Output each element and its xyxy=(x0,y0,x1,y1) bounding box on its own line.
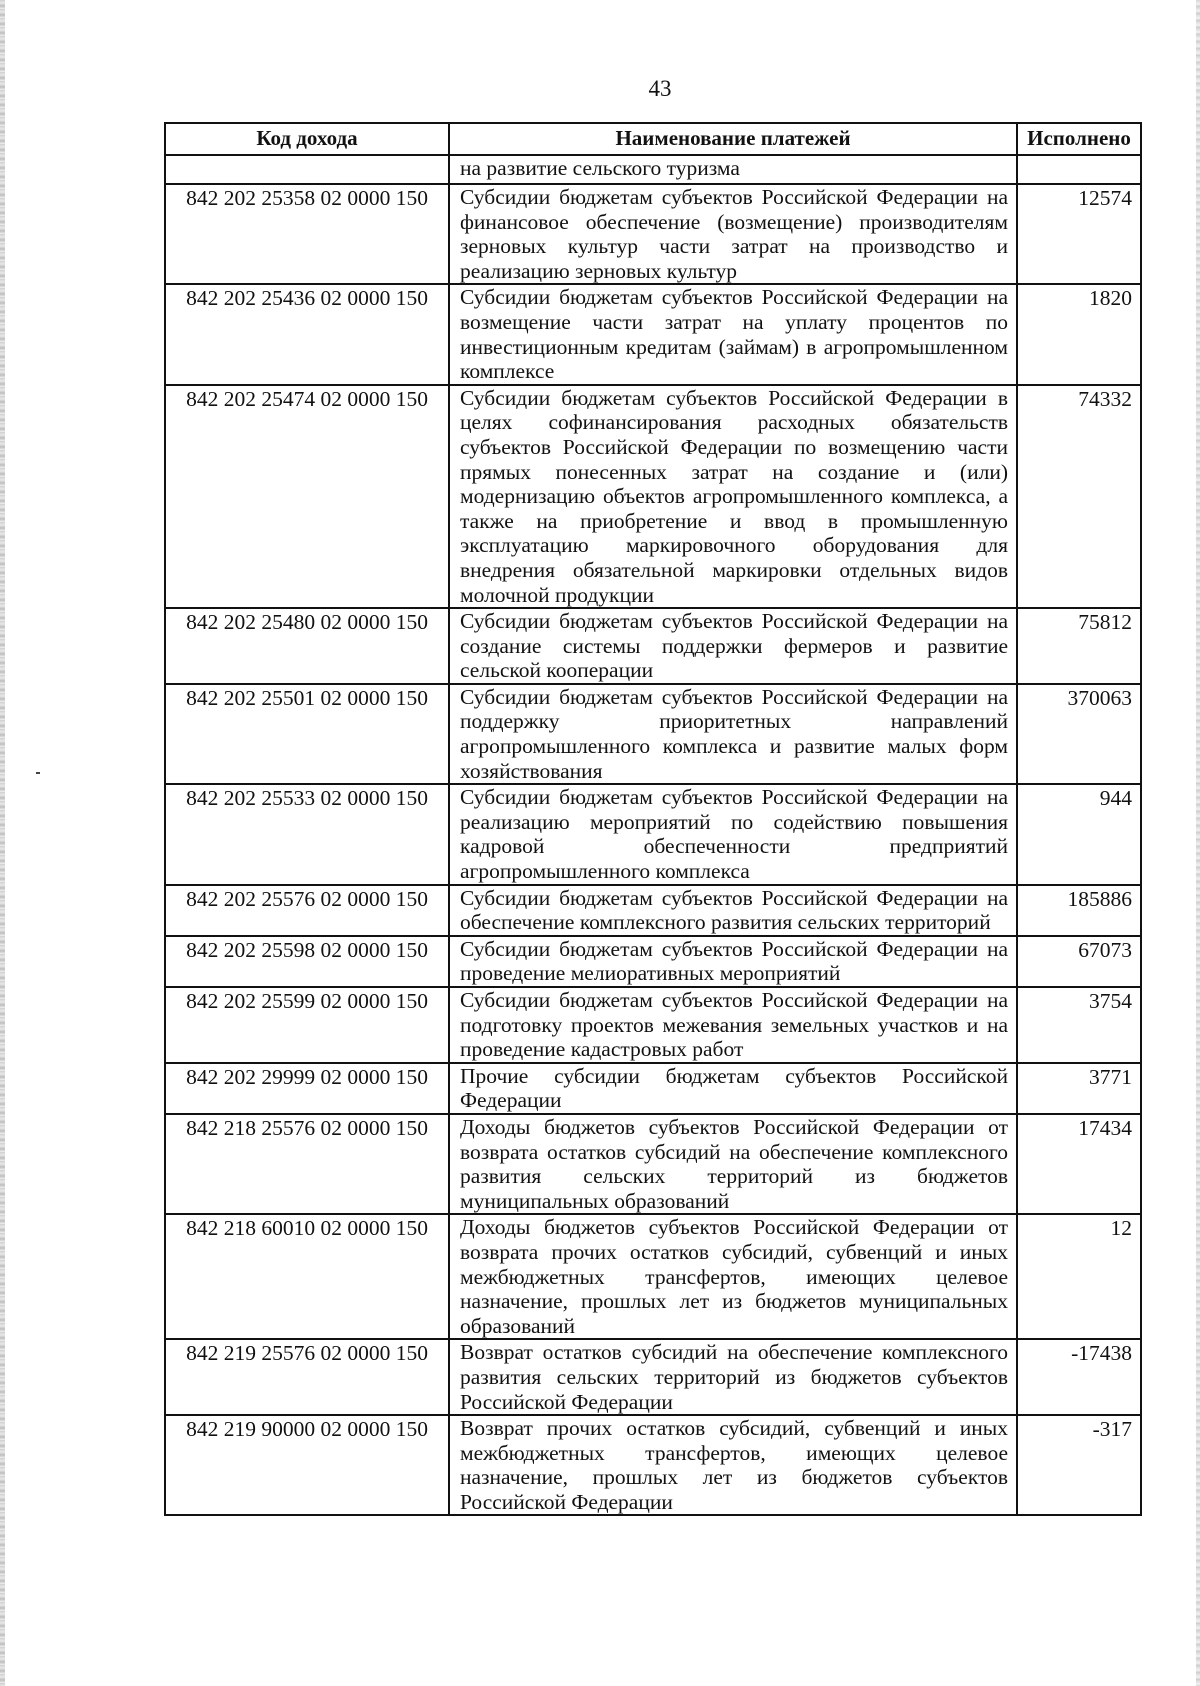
row-code: 842 218 25576 02 0000 150 xyxy=(165,1114,449,1214)
row-amount: 370063 xyxy=(1017,684,1141,784)
row-code: 842 202 25436 02 0000 150 xyxy=(165,284,449,384)
row-name: Доходы бюджетов субъектов Российской Федерации от возврата остатков субсидий на обеспечение комплексного развития сельских территорий из бюджетов муниципальных образований xyxy=(449,1114,1017,1214)
row-name: Доходы бюджетов субъектов Российской Федерации от возврата прочих остатков субсидий, субвенций и иных межбюджетных трансфертов, имеющих целевое назначение, прошлых лет из бюджетов муниципальных образований xyxy=(449,1214,1017,1339)
row-code: 842 202 25501 02 0000 150 xyxy=(165,684,449,784)
row-code: 842 219 90000 02 0000 150 xyxy=(165,1415,449,1515)
table-row xyxy=(165,608,1141,684)
row-amount: 74332 xyxy=(1017,385,1141,608)
row-code: 842 202 25533 02 0000 150 xyxy=(165,784,449,884)
row-name: Субсидии бюджетам субъектов Российской Федерации на реализацию мероприятий по содействию повышения кадровой обеспеченности предприятий агропромышленного комплекса xyxy=(449,784,1017,884)
table-row xyxy=(165,1214,1141,1339)
row-name: Субсидии бюджетам субъектов Российской Федерации на обеспечение комплексного развития сельских территорий xyxy=(449,885,1017,936)
revenue-table xyxy=(164,122,1142,1516)
row-amount: 12 xyxy=(1017,1214,1141,1339)
row-amount: 3771 xyxy=(1017,1063,1141,1114)
table-row xyxy=(165,284,1141,384)
table-row xyxy=(165,684,1141,784)
table-row xyxy=(165,385,1141,608)
table-header-row xyxy=(165,123,1141,155)
scan-right-edge xyxy=(1196,0,1200,1686)
table-row xyxy=(165,155,1141,184)
row-code: 842 219 25576 02 0000 150 xyxy=(165,1339,449,1415)
row-name: Возврат прочих остатков субсидий, субвенций и иных межбюджетных трансфертов, имеющих целевое назначение, прошлых лет из бюджетов субъектов Российской Федерации xyxy=(449,1415,1017,1515)
table-row xyxy=(165,1063,1141,1114)
row-code: 842 218 60010 02 0000 150 xyxy=(165,1214,449,1339)
row-amount: 1820 xyxy=(1017,284,1141,384)
table-row xyxy=(165,987,1141,1063)
row-name: Субсидии бюджетам субъектов Российской Федерации на подготовку проектов межевания земельных участков и на проведение кадастровых работ xyxy=(449,987,1017,1063)
row-amount: 944 xyxy=(1017,784,1141,884)
row-amount: 67073 xyxy=(1017,936,1141,987)
row-code: 842 202 25599 02 0000 150 xyxy=(165,987,449,1063)
table-row xyxy=(165,784,1141,884)
row-code: 842 202 25576 02 0000 150 xyxy=(165,885,449,936)
row-amount: 17434 xyxy=(1017,1114,1141,1214)
table-row xyxy=(165,184,1141,284)
row-code: 842 202 25474 02 0000 150 xyxy=(165,385,449,608)
row-name: Субсидии бюджетам субъектов Российской Федерации в целях софинансирования расходных обязательств субъектов Российской Федерации по возмещению части прямых понесенных затрат на создание и (или) модернизацию объектов агропромышленного комплекса, а также на приобретение и ввод в промышленную эксплуатацию маркировочного оборудования для внедрения обязательной маркировки отдельных видов молочной продукции xyxy=(449,385,1017,608)
scan-speck xyxy=(36,772,40,774)
row-amount: -317 xyxy=(1017,1415,1141,1515)
header-code: Код дохода xyxy=(165,123,449,155)
row-name: Возврат остатков субсидий на обеспечение комплексного развития сельских территорий из бюджетов субъектов Российской Федерации xyxy=(449,1339,1017,1415)
row-amount: -17438 xyxy=(1017,1339,1141,1415)
row-code: 842 202 25480 02 0000 150 xyxy=(165,608,449,684)
row-code xyxy=(165,155,449,184)
table-row xyxy=(165,885,1141,936)
row-name: Субсидии бюджетам субъектов Российской Федерации на финансовое обеспечение (возмещение) производителям зерновых культур части затрат на производство и реализацию зерновых культур xyxy=(449,184,1017,284)
row-name: Субсидии бюджетам субъектов Российской Федерации на возмещение части затрат на уплату процентов по инвестиционным кредитам (займам) в агропромышленном комплексе xyxy=(449,284,1017,384)
row-name: Субсидии бюджетам субъектов Российской Федерации на проведение мелиоративных мероприятий xyxy=(449,936,1017,987)
page-number: 43 xyxy=(648,76,672,101)
header-name: Наименование платежей xyxy=(449,123,1017,155)
row-code: 842 202 25358 02 0000 150 xyxy=(165,184,449,284)
row-amount: 185886 xyxy=(1017,885,1141,936)
row-name: Субсидии бюджетам субъектов Российской Федерации на создание системы поддержки фермеров и развитие сельской кооперации xyxy=(449,608,1017,684)
row-code: 842 202 25598 02 0000 150 xyxy=(165,936,449,987)
row-amount: 75812 xyxy=(1017,608,1141,684)
row-name: Субсидии бюджетам субъектов Российской Федерации на поддержку приоритетных направлений агропромышленного комплекса и развитие малых форм хозяйствования xyxy=(449,684,1017,784)
scan-left-edge xyxy=(0,0,5,1686)
header-amount: Исполнено xyxy=(1017,123,1141,155)
table-row xyxy=(165,1114,1141,1214)
row-amount xyxy=(1017,155,1141,184)
table-row xyxy=(165,1339,1141,1415)
row-amount: 12574 xyxy=(1017,184,1141,284)
row-name: Прочие субсидии бюджетам субъектов Российской Федерации xyxy=(449,1063,1017,1114)
row-code: 842 202 29999 02 0000 150 xyxy=(165,1063,449,1114)
row-name: на развитие сельского туризма xyxy=(449,155,1017,184)
table-row xyxy=(165,1415,1141,1515)
table-row xyxy=(165,936,1141,987)
row-amount: 3754 xyxy=(1017,987,1141,1063)
